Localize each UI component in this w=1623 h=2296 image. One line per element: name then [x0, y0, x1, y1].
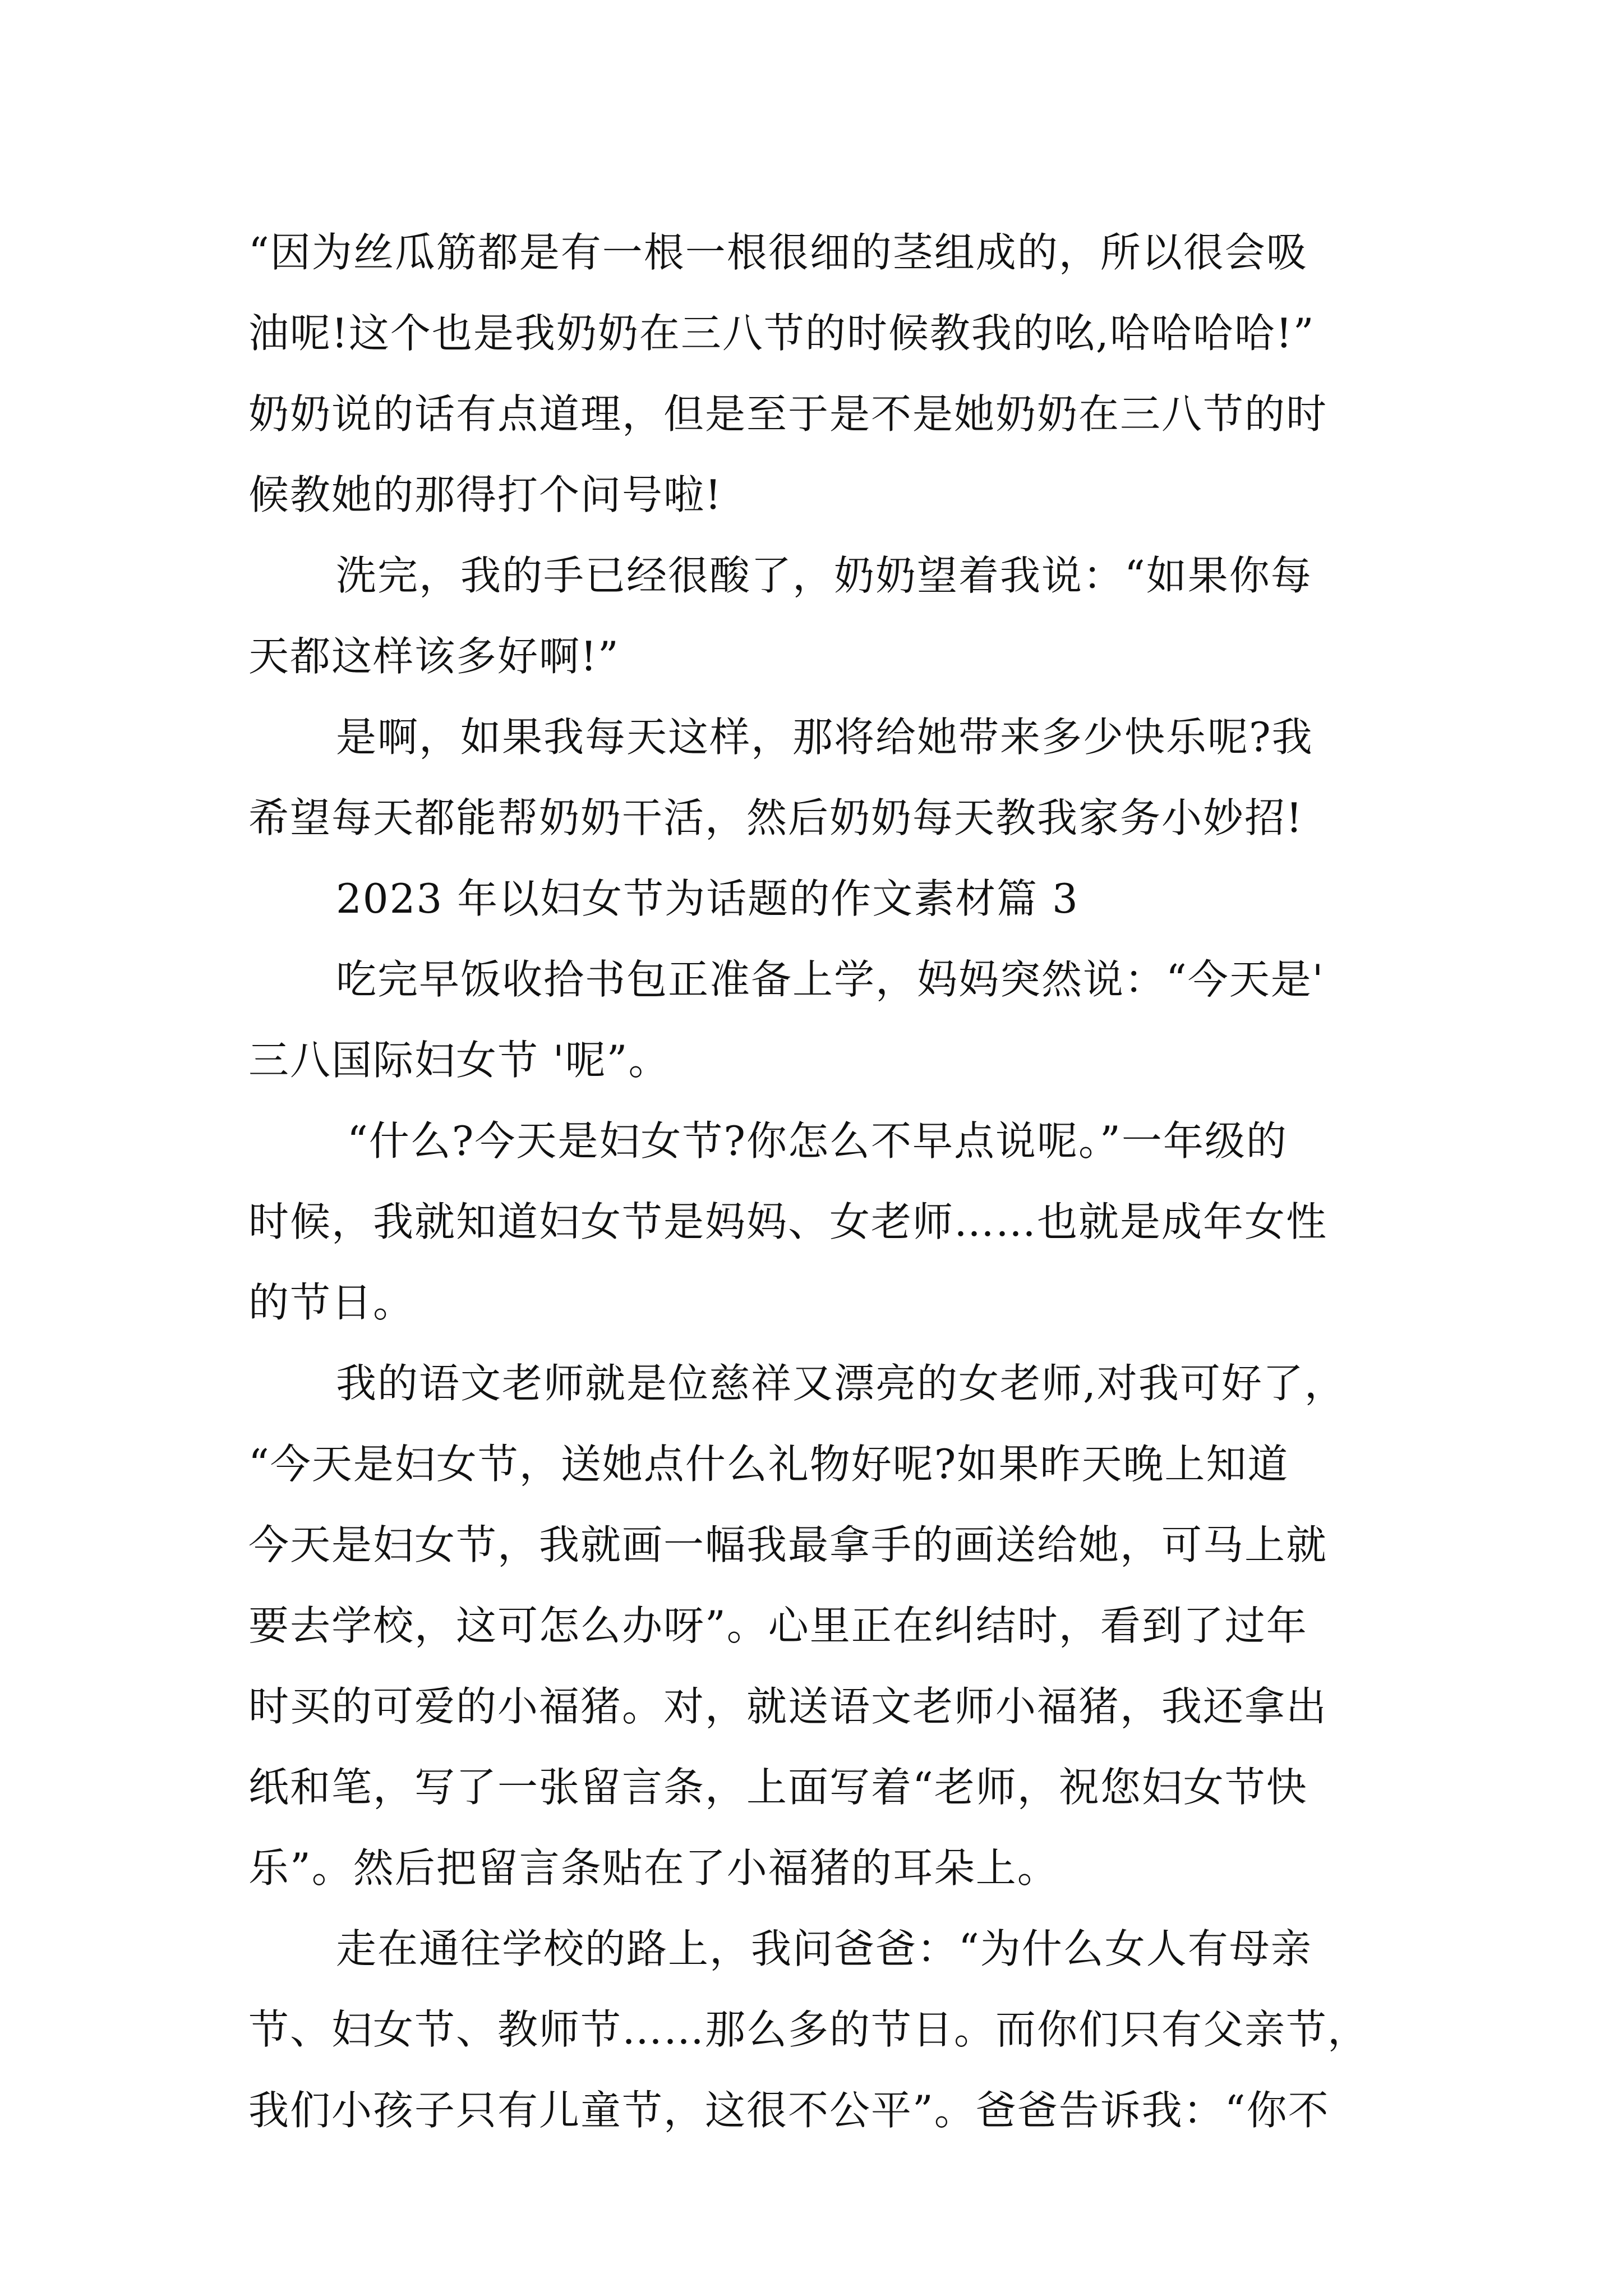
text-line: 时候，我就知道妇女节是妈妈、女老师……也就是成年女性 [248, 1198, 1328, 1245]
essay-body [248, 212, 1393, 2151]
text-line: 希望每天都能帮奶奶干活，然后奶奶每天教我家务小妙招! [248, 794, 1303, 841]
text-line: “什么?今天是妇女节?你怎么不早点说呢。”一年级的 [347, 1117, 1288, 1165]
text-line: 奶奶说的话有点道理，但是至于是不是她奶奶在三八节的时 [248, 390, 1328, 438]
text-line: 我们小孩子只有儿童节，这很不公平”。爸爸告诉我：“你不 [248, 2087, 1330, 2134]
text-line: “因为丝瓜筋都是有一根一根很细的茎组成的，所以很会吸 [248, 229, 1308, 276]
text-line: 吃完早饭收拾书包正准备上学，妈妈突然说：“今天是' [336, 956, 1325, 1003]
text-line: 时买的可爱的小福猪。对，就送语文老师小福猪，我还拿出 [248, 1683, 1328, 1730]
text-line: “今天是妇女节，送她点什么礼物好呢?如果昨天晚上知道 [248, 1441, 1289, 1488]
text-line: 纸和笔，写了一张留言条，上面写着“老师，祝您妇女节快 [248, 1764, 1308, 1811]
text-line: 节、妇女节、教师节……那么多的节日。而你们只有父亲节， [248, 2006, 1370, 2053]
text-line: 今天是妇女节，我就画一幅我最拿手的画送给她，可马上就 [248, 1521, 1328, 1568]
text-line: 要去学校，这可怎么办呀”。心里正在纠结时，看到了过年 [248, 1602, 1308, 1649]
text-line: 三八国际妇女节 '呢”。 [248, 1037, 670, 1084]
text-line: 天都这样该多好啊!” [248, 633, 620, 680]
text-line: 是啊，如果我每天这样，那将给她带来多少快乐呢?我 [336, 714, 1313, 761]
text-line: 的节日。 [248, 1279, 415, 1326]
text-line: 乐”。然后把留言条贴在了小福猪的耳朵上。 [248, 1844, 1059, 1892]
text-line: 我的语文老师就是位慈祥又漂亮的女老师,对我可好了， [336, 1360, 1346, 1407]
text-line: 洗完，我的手已经很酸了，奶奶望着我说：“如果你每 [336, 552, 1312, 599]
text-line: 油呢!这个也是我奶奶在三八节的时候教我的吆,哈哈哈哈!” [248, 310, 1315, 357]
text-line: 候教她的那得打个问号啦! [248, 471, 722, 518]
section-heading: 2023 年以妇女节为话题的作文素材篇 3 [336, 875, 1079, 922]
text-line: 走在通往学校的路上，我问爸爸：“为什么女人有母亲 [336, 1925, 1312, 1972]
